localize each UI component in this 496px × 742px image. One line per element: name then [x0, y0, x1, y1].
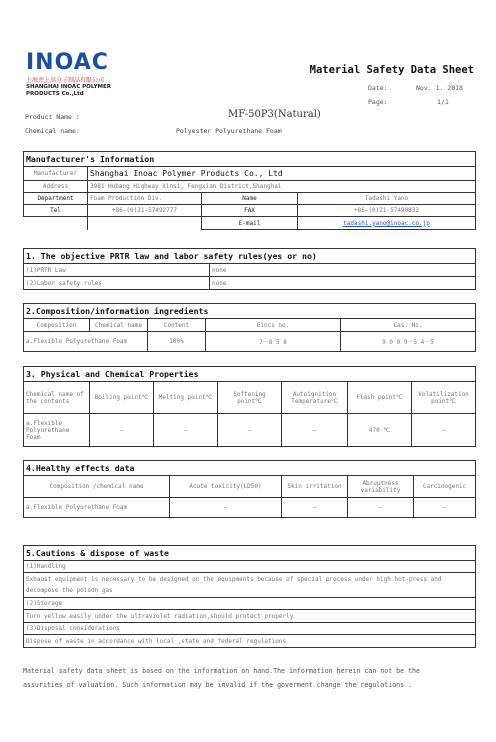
health-name-cell: a.Flexible Polyurethane Foam — [24, 498, 170, 518]
melting-header: Melting point℃ — [154, 382, 218, 414]
address-value: 3981 Hubang Highway Xinsi, Fengxian District,Shanghai — [88, 181, 476, 193]
logo-english-name-2: PRODUCTS Co.,Ltd — [26, 91, 84, 97]
content-cell: 100% — [148, 332, 206, 352]
fax-label: FAX — [202, 205, 298, 217]
acute-toxicity-header: Acute toxicity(LD50) — [170, 476, 282, 498]
health-heading: 4.Healthy effects data — [24, 461, 476, 476]
footer-line-2: assurities of valuation. Such information may be invalid if the goverment change the regulations . — [23, 681, 413, 689]
chemical-name-label: Chemical name: — [25, 127, 80, 135]
boiling-header: Boiling point℃ — [90, 382, 154, 414]
date-value: Nov. 1. 2018 — [416, 84, 463, 92]
cas-header: Cas. No. — [341, 319, 476, 332]
skin-irritation-cell: — — [282, 498, 348, 518]
manufacturer-heading: Manufacturer's Information — [24, 152, 476, 167]
department-label: Department — [24, 193, 88, 205]
product-name-value: MF-50P3(Natural) — [228, 109, 321, 120]
physical-heading: 3. Physical and Chemical Properties — [24, 367, 476, 382]
physical-name-cell: a.Flexible Polyurethane Foam — [24, 414, 90, 447]
autoignition-header: Autoignition Temperature℃ — [282, 382, 348, 414]
document-title: Material Safety Data Sheet — [309, 64, 474, 76]
handling-text: Exhaust equipment is necessary to be designed on the equipments because of special process under high hot-press and decompose the poison gas — [24, 573, 476, 598]
skin-irritation-header: Skin irritation — [282, 476, 348, 498]
disposal-label: (3)Disposal considerations — [24, 623, 476, 635]
chemical-name-header: Chemical name — [90, 319, 148, 332]
composition-table — [23, 303, 476, 352]
eincs-cell: 7－8 5 8 — [206, 332, 341, 352]
composition-name-cell: a.Flexible Polyurethane Foam — [24, 332, 148, 352]
cautions-heading: 5.Cautions & dispose of waste — [24, 546, 476, 561]
prtr-law-label: (1)PRTR Law — [24, 264, 210, 277]
storage-text: Turn yellow easily under the ultraviolet radiation,should protect properly — [24, 610, 476, 623]
manufacturer-table — [23, 151, 476, 230]
contact-name-label: Name — [202, 193, 298, 205]
email-label: E-mail — [202, 217, 298, 230]
physical-table — [23, 366, 476, 447]
page-label: Page: — [368, 98, 388, 106]
company-logo — [26, 52, 121, 98]
department-value: Foam Production Div. — [88, 193, 202, 205]
blank-cell — [88, 217, 202, 230]
acute-toxicity-cell: — — [170, 498, 282, 518]
composition-chemical-header: Composition /chemical name — [24, 476, 170, 498]
manufacturer-label: Manufacturer — [24, 167, 88, 181]
logo-chinese-name: 上海井上高分子制品有限公司 — [26, 77, 105, 84]
address-label: Address — [24, 181, 88, 193]
fax-value: +86-(0)21-57490833 — [298, 205, 476, 217]
logo-english-name-1: SHANGHAI INOAC POLYMER — [26, 84, 111, 90]
softening-header: Softening point℃ — [218, 382, 282, 414]
contact-name-value: Tadashi Yano — [298, 193, 476, 205]
disposal-text: Dispose of waste in accordance with local ,state and federal regulations — [24, 635, 476, 648]
health-table — [23, 460, 476, 518]
manufacturer-value: Shanghai Inoac Polymer Products Co., Ltd — [88, 167, 476, 181]
prtr-heading: 1. The objective PRTR law and labor safety rules(yes or no) — [24, 249, 476, 264]
logo-wordmark: INOAC — [26, 50, 109, 75]
boiling-cell: — — [90, 414, 154, 447]
footer-line-1: Material safety data sheet is based on the information on hand.The information herein can not be the — [23, 667, 420, 675]
melting-cell: — — [154, 414, 218, 447]
content-header: Content — [148, 319, 206, 332]
product-name-label: Product Name : — [25, 113, 80, 121]
flash-cell: 470 ℃ — [348, 414, 412, 447]
abruptness-header: Abruptness variability — [348, 476, 414, 498]
prtr-table — [23, 248, 476, 290]
volatilization-header: Volatilization point℃ — [412, 382, 476, 414]
cas-cell: 9 0 0 9－5 4－5 — [341, 332, 476, 352]
carcinogenic-header: Carcinogenic — [414, 476, 476, 498]
page-value: 1/1 — [437, 98, 449, 106]
date-label: Date: — [368, 84, 388, 92]
volatilization-cell: — — [412, 414, 476, 447]
tel-value: +86-(0)21-57492777 — [88, 205, 202, 217]
autoignition-cell: — — [282, 414, 348, 447]
composition-header: Composition — [24, 319, 90, 332]
eincs-header: Eincs no. — [206, 319, 341, 332]
prtr-law-value: none — [210, 264, 476, 277]
chemical-name-value: Polyester Polyurethane Foam — [176, 127, 282, 135]
storage-label: (2)Storage — [24, 598, 476, 610]
carcinogenic-cell: — — [414, 498, 476, 518]
blank-cell — [24, 217, 88, 230]
softening-cell: — — [218, 414, 282, 447]
abruptness-cell: — — [348, 498, 414, 518]
chemical-contents-header: Chemical name of the contents — [24, 382, 90, 414]
cautions-table — [23, 545, 476, 648]
tel-label: Tel — [24, 205, 88, 217]
email-link[interactable]: tadashi.yano@inoac.co.jp — [343, 219, 430, 227]
flash-header: Flash point℃ — [348, 382, 412, 414]
composition-heading: 2.Composition/information ingredients — [24, 304, 476, 319]
labor-safety-value: none — [210, 277, 476, 290]
handling-label: (1)Handling — [24, 561, 476, 573]
labor-safety-label: (2)Labor safety rules — [24, 277, 210, 290]
